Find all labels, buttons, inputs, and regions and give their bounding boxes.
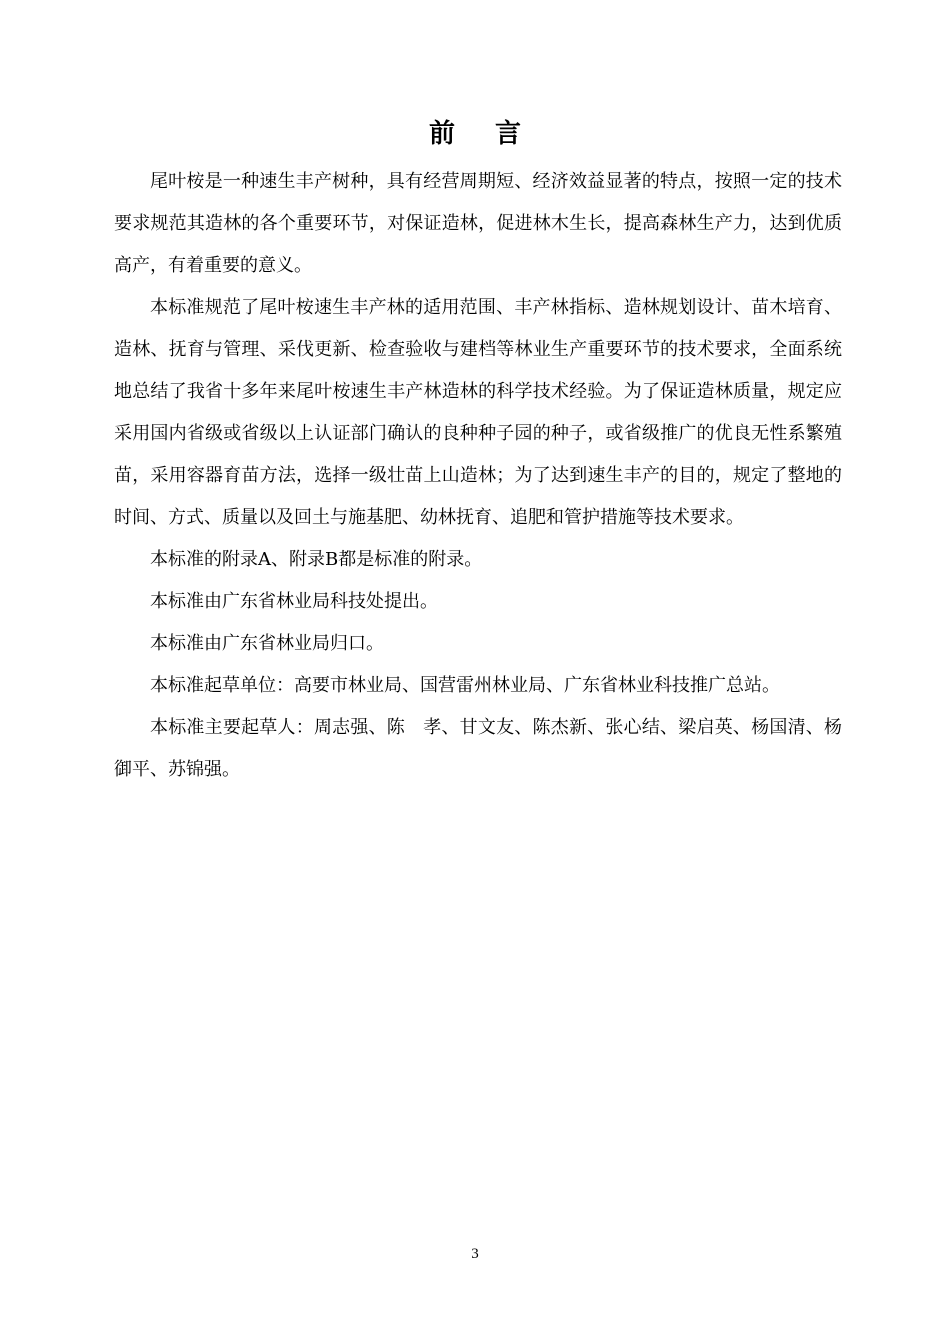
paragraph-drafters: 本标准主要起草人：周志强、陈 孝、甘文友、陈杰新、张心结、梁启英、杨国清、杨御平、苏锦强。 [114, 717, 842, 780]
paragraph-proposer: 本标准由广东省林业局科技处提出。 [150, 591, 438, 612]
paragraph-appendix: 本标准的附录A、附录B都是标准的附录。 [150, 549, 483, 570]
paragraph-intro: 尾叶桉是一种速生丰产树种，具有经营周期短、经济效益显著的特点，按照一定的技术要求规范其造林的各个重要环节，对保证造林，促进林木生长，提高森林生产力，达到优质高产，有着重要的意义。 [114, 171, 842, 276]
page-title: 前言 [428, 119, 561, 149]
document-body [114, 161, 842, 791]
page-number: 3 [471, 1246, 479, 1262]
paragraph-scope: 本标准规范了尾叶桉速生丰产林的适用范围、丰产林指标、造林规划设计、苗木培育、造林、抚育与管理、采伐更新、检查验收与建档等林业生产重要环节的技术要求，全面系统地总结了我省十多年来尾叶桉速生丰产林造林的科学技术经验。为了保证造林质量，规定应采用国内省级或省级以上认证部门确认的良种种子园的种子，或省级推广的优良无性系繁殖苗，采用容器育苗方法，选择一级壮苗上山造林；为了达到速生丰产的目的，规定了整地的时间、方式、质量以及回土与施基肥、幼林抚育、追肥和管护措施等技术要求。 [114, 297, 842, 528]
paragraph-administrator: 本标准由广东省林业局归口。 [150, 633, 384, 654]
paragraph-drafting-units: 本标准起草单位：高要市林业局、国营雷州林业局、广东省林业科技推广总站。 [150, 675, 780, 696]
